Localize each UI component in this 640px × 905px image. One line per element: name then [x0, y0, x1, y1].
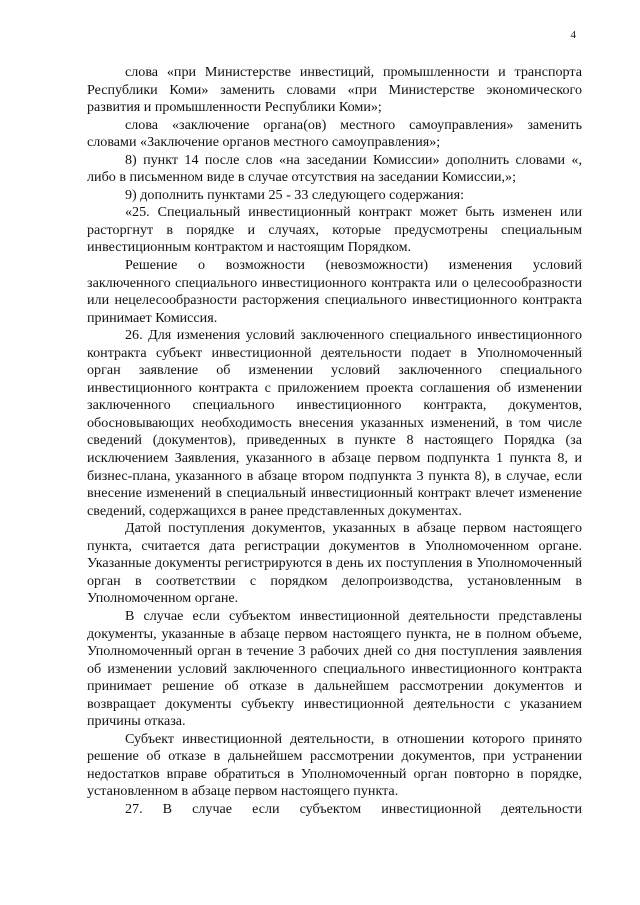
paragraph: слова «заключение органа(ов) местного самоуправления» заменить словами «Заключение органов местного самоуправления»;: [87, 116, 582, 151]
paragraph: 27. В случае если субъектом инвестиционной деятельности: [125, 800, 582, 817]
paragraph: 26. Для изменения условий заключенного специального инвестиционного контракта субъект инвестиционной деятельности подает в Уполномоченный орган заявление об изменении условий заключенного специального инвестиционного контракта с приложением проекта соглашения об изменении заключенного специального инвестиционного контракта, документов, обосновывающих необходимость внесения указанных изменений, в том числе сведений (документов), приведенных в пункте 8 настоящего Порядка (за исключением Заявления, указанного в абзаце первом подпункта 1 пункта 8, и бизнес-плана, указанного в абзаце втором подпункта 3 пункта 8), в случае, если внесение изменений в специальный инвестиционный контракт влечет изменение сведений, содержащихся в ранее представленных документах.: [87, 327, 582, 519]
paragraph: Субъект инвестиционной деятельности, в отношении которого принято решение об отказе в дальнейшем рассмотрении документов, при устранении недостатков вправе обратиться в Уполномоченный орган повторно в порядке, установленном в абзаце первом настоящего пункта.: [87, 730, 582, 800]
paragraph: слова «при Министерстве инвестиций, промышленности и транспорта Республики Коми» заменить словами «при Министерстве экономического развития и промышленности Республики Коми»;: [87, 64, 582, 116]
paragraph: Датой поступления документов, указанных в абзаце первом настоящего пункта, считается дата регистрации документов в Уполномоченном органе. Указанные документы регистрируются в день их поступления в Уполномоченный орган в соответствии с порядком делопроизводства, установленным в Уполномоченном органе.: [87, 520, 582, 607]
paragraph: Решение о возможности (невозможности) изменения условий заключенного специального инвестиционного контракта или о целесообразности или нецелесообразности расторжения специального инвестиционного контракта принимает Комиссия.: [87, 257, 582, 326]
paragraph: 9) дополнить пунктами 25 - 33 следующего содержания:: [125, 186, 464, 203]
document-body: [87, 64, 582, 819]
paragraph: В случае если субъектом инвестиционной деятельности представлены документы, указанные в абзаце первом настоящего пункта, не в полном объеме, Уполномоченный орган в течение 3 рабочих дней со дня поступления заявления об изменении условий заключенного специального инвестиционного контракта принимает решение об отказе в дальнейшем рассмотрении документов и возвращает документы субъекту инвестиционной деятельности с указанием причины отказа.: [87, 607, 582, 730]
paragraph: 8) пункт 14 после слов «на заседании Комиссии» дополнить словами «, либо в письменном виде в случае отсутствия на заседании Комиссии,»;: [87, 151, 582, 186]
paragraph: «25. Специальный инвестиционный контракт может быть изменен или расторгнут в порядке и случаях, которые предусмотрены специальным инвестиционным контрактом и настоящим Порядком.: [87, 204, 582, 256]
page-number: 4: [570, 29, 576, 41]
